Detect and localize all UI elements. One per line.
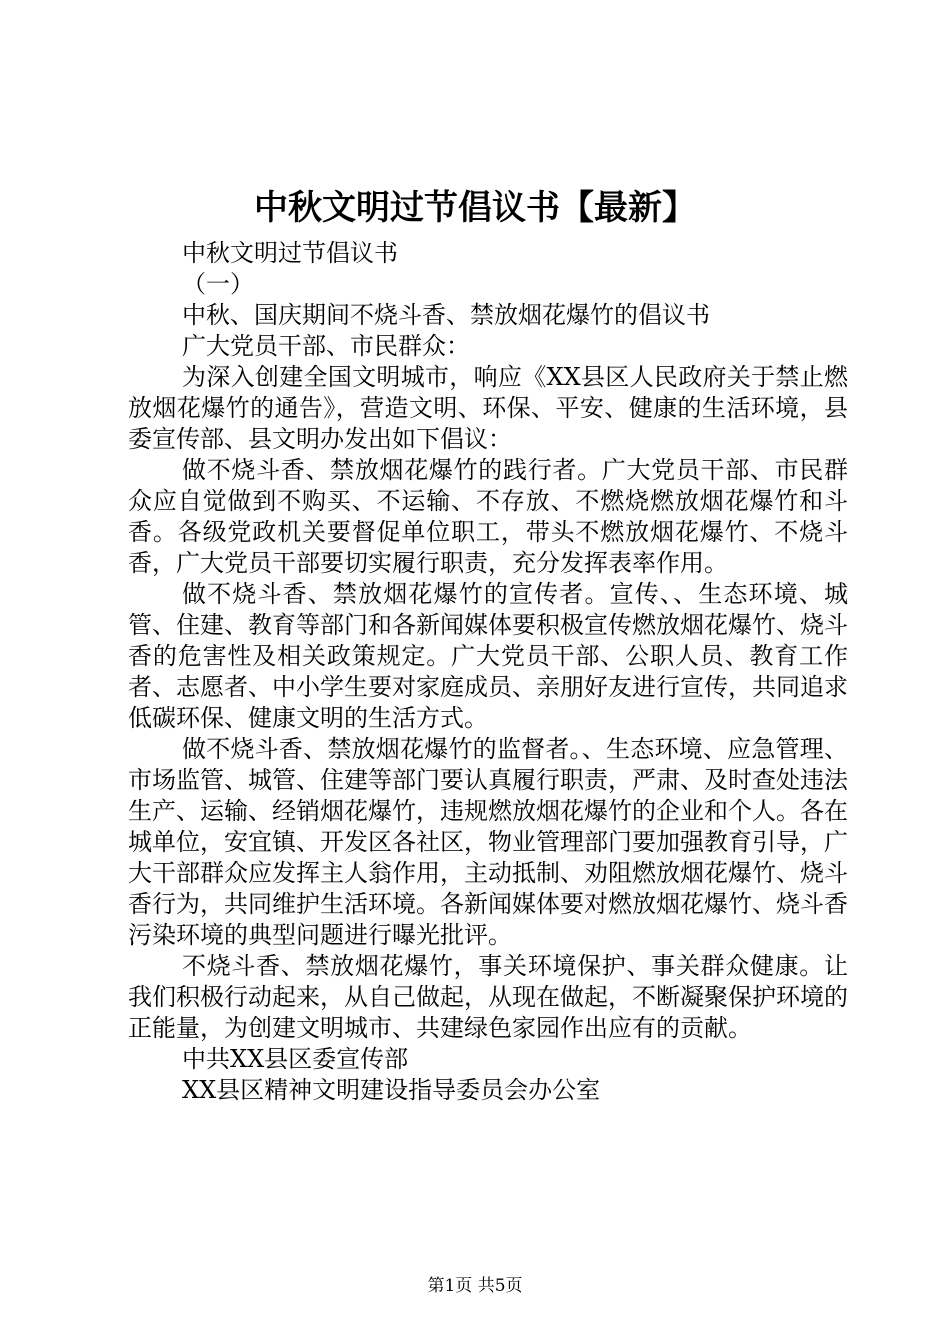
document-title: 中秋文明过节倡议书【最新】: [254, 188, 696, 228]
signature-department: 中共XX县区委宣传部: [182, 1045, 409, 1073]
salutation-line: 广大党员干部、市民群众：: [182, 332, 470, 360]
paragraph-practitioner: 做不烧斗香、禁放烟花爆竹的践行者。广大党员干部、市民群众应自觉做到不购买、不运输、不存放、不燃烧燃放烟花爆竹和斗香。各级党政机关要督促单位职工，带头不燃放烟花爆竹、不烧斗香，广大党员干部要切实履行职责，充分发挥表率作用。: [128, 456, 848, 577]
paragraph-supervisor: 做不烧斗香、禁放烟花爆竹的监督者。、生态环境、应急管理、市场监管、城管、住建等部门要认真履行职责，严肃、及时查处违法生产、运输、经销烟花爆竹，违规燃放烟花爆竹的企业和个人。各在城单位，安宜镇、开发区各社区，物业管理部门要加强教育引导，广大干部群众应发挥主人翁作用，主动抵制、劝阻燃放烟花爆竹、烧斗香行为，共同维护生活环境。各新闻媒体要对燃放烟花爆竹、烧斗香污染环境的典型问题进行曝光批评。: [128, 735, 848, 949]
document-body: [128, 238, 848, 1106]
subtitle-line: 中秋文明过节倡议书: [182, 239, 398, 267]
heading-line: 中秋、国庆期间不烧斗香、禁放烟花爆竹的倡议书: [182, 301, 710, 329]
section-number: （一）: [182, 270, 254, 298]
paragraph-promoter: 做不烧斗香、禁放烟花爆竹的宣传者。宣传、、生态环境、城管、住建、教育等部门和各新闻媒体要积极宣传燃放烟花爆竹、烧斗香的危害性及相关政策规定。广大党员干部、公职人员、教育工作者、志愿者、中小学生要对家庭成员、亲朋好友进行宣传，共同追求低碳环保、健康文明的生活方式。: [128, 580, 848, 732]
signature-office: XX县区精神文明建设指导委员会办公室: [182, 1076, 601, 1104]
paragraph-intro: 为深入创建全国文明城市，响应《XX县区人民政府关于禁止燃放烟花爆竹的通告》，营造文明、环保、平安、健康的生活环境，县委宣传部、县文明办发出如下倡议：: [128, 363, 848, 453]
page-number-footer: 第1页 共5页: [427, 1276, 523, 1296]
paragraph-closing: 不烧斗香、禁放烟花爆竹，事关环境保护、事关群众健康。让我们积极行动起来，从自己做起，从现在做起，不断凝聚保护环境的正能量，为创建文明城市、共建绿色家园作出应有的贡献。: [128, 952, 848, 1042]
